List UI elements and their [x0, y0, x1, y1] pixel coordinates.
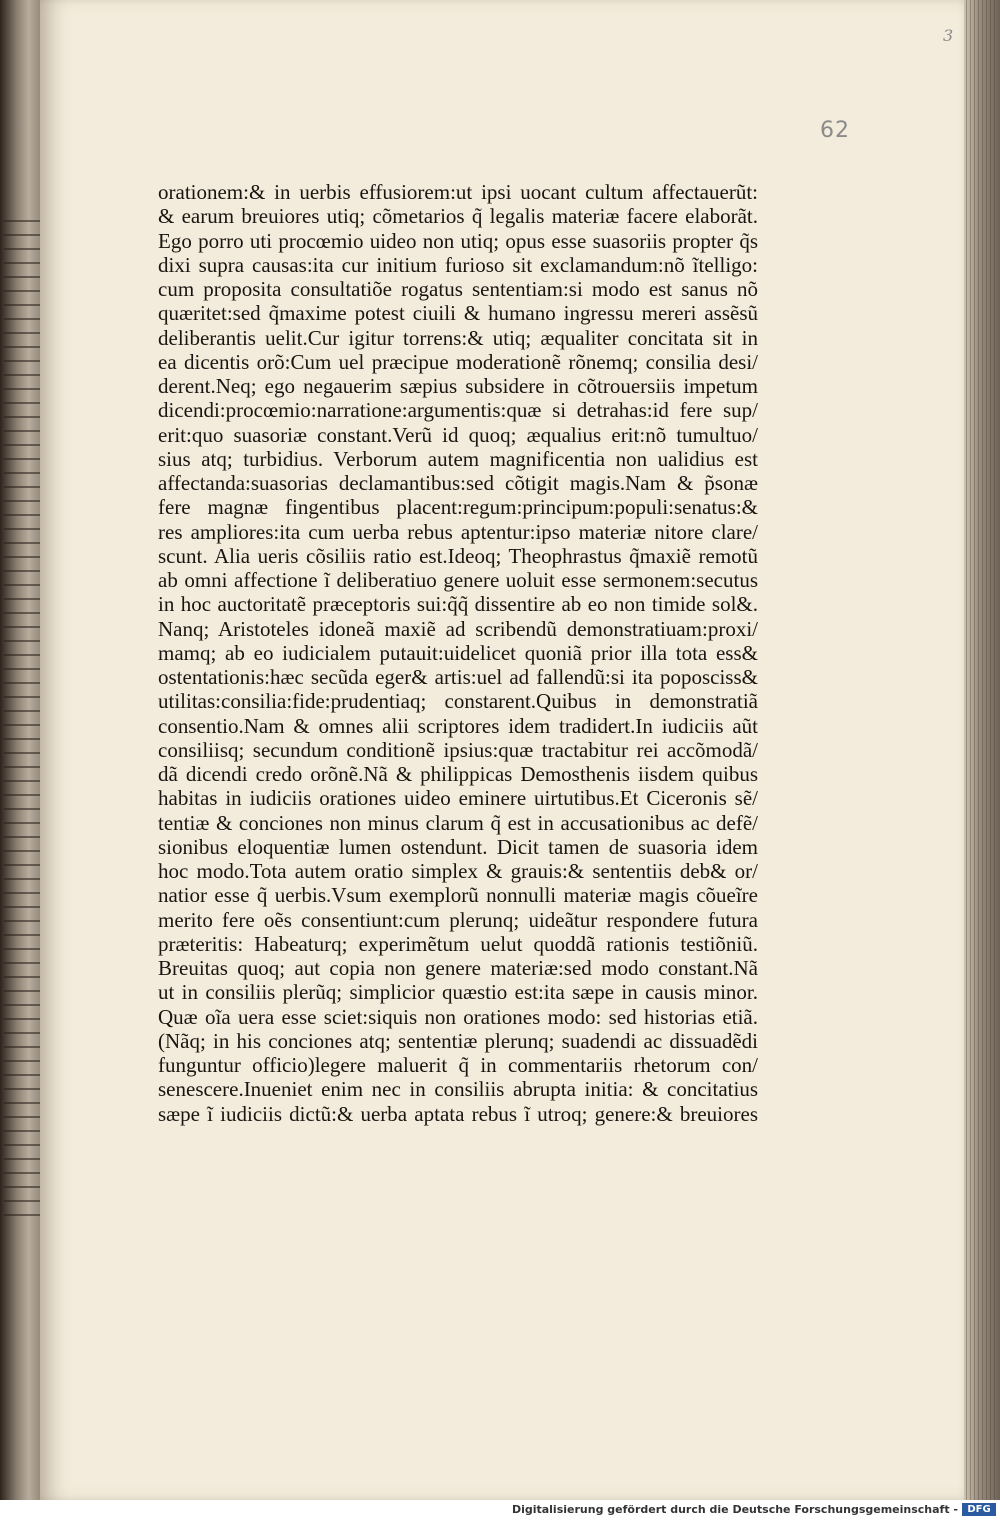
text-line: deliberantis uelit.Cur igitur torrens:& utiq; æqualiter concitata sit in	[158, 325, 758, 350]
text-line: affectanda:suasorias declamantibus:sed cõtigit magis.Nam & p̃sonæ	[158, 471, 758, 495]
page-edges	[966, 0, 996, 1500]
text-line: ut in consiliis plerũq; simplicior quæstio est:ita sæpe in causis minor.	[158, 980, 758, 1005]
text-line: res ampliores:ita cum uerba rebus aptentur:ipso materiæ nitore clare/	[158, 519, 758, 544]
text-line: consiliisq; secundum conditionẽ ipsius:quæ tractabitur rei accõmodã/	[158, 737, 758, 762]
text-line: merito fere oẽs consentiunt:cum plerunq; uideãtur respondere futura	[158, 907, 758, 932]
text-line: dã dicendi credo orõnẽ.Nã & philippicas Demosthenis iisdem quibus	[158, 762, 758, 786]
text-line: quæritet:sed q̃maxime potest ciuili & humano ingressu mereri assẽsũ	[158, 301, 758, 326]
text-line: ab omni affectione ĩ deliberatiuo genere uoluit esse sermonem:secutus	[158, 568, 758, 592]
page-fore-edge	[964, 0, 1000, 1500]
text-line: (Nãq; in his conciones atq; sententiæ plerunq; suadendi ac dissuadẽdi	[158, 1028, 758, 1053]
text-line: in hoc auctoritatẽ præceptoris sui:q̃q̃ dissentire ab eo non timide sol&.	[158, 592, 758, 617]
book-page	[40, 0, 968, 1500]
text-line: mamq; ab eo iudicialem putauit:uidelicet quoniã prior illa tota ess&	[158, 640, 758, 665]
text-line: ostentationis:hæc secũda eger& artis:uel ad fallendũ:si ita poposciss&	[158, 665, 758, 689]
text-line: derent.Neq; ego negauerim sæpius subsidere in cõtrouersiis impetum	[158, 374, 758, 398]
text-line: fere magnæ fingentibus placent:regum:principum:populi:senatus:&	[158, 495, 758, 520]
page-number: 62	[820, 118, 850, 143]
text-line: senescere.Inueniet enim nec in consiliis abrupta initia: & concitatius	[158, 1077, 758, 1102]
text-line: sionibus eloquentiæ lumen ostendunt. Dicit tamen de suasoria idem	[158, 834, 758, 859]
folio-mark: 3	[943, 26, 954, 45]
text-line: Ego porro uti procœmio uideo non utiq; opus esse suasoriis propter q̃s	[158, 228, 758, 253]
text-line: sius atq; turbidius. Verborum autem magnificentia non ualidius est	[158, 446, 758, 471]
footer-bar	[0, 1500, 1000, 1520]
text-line: orationem:& in uerbis effusiorem:ut ipsi uocant cultum affectauerũt:	[158, 180, 758, 204]
text-line: consentio.Nam & omnes alii scriptores idem tradidert.In iudiciis aũt	[158, 713, 758, 738]
text-line: erit:quo suasoriæ constant.Verũ id quoq; æqualius erit:nõ tumultuo/	[158, 422, 758, 447]
text-line: & earum breuiores utiq; cõmetarios q̃ legalis materiæ facere elaborãt.	[158, 204, 758, 229]
text-line: scunt. Alia ueris cõsiliis ratio est.Ideoq; Theophrastus q̃maxiẽ remotũ	[158, 543, 758, 568]
text-line: hoc modo.Tota autem oratio simplex & grauis:& sententiis deb& or/	[158, 859, 758, 883]
dfg-logo-icon: DFG	[962, 1503, 996, 1516]
text-line: cum proposita consultatiõe rogatus sententiam:si modo est sanus nõ	[158, 277, 758, 301]
text-line: dixi supra causas:ita cur initium furioso sit exclamandum:nõ ĩtelligo:	[158, 252, 758, 277]
text-line: funguntur officio)legere maluerit q̃ in commentariis rhetorum con/	[158, 1053, 758, 1077]
text-line: natior esse q̃ uerbis.Vsum exemplorũ nonnulli materiæ magis cõueĩre	[158, 883, 758, 908]
text-line: ea dicentis orõ:Cum uel præcipue moderationẽ rõnemq; consilia desi/	[158, 349, 758, 374]
text-line: tentiæ & conciones non minus clarum q̃ est in accusationibus ac defẽ/	[158, 810, 758, 835]
text-line: Breuitas quoq; aut copia non genere materiæ:sed modo constant.Nã	[158, 956, 758, 980]
body-text	[158, 180, 758, 1126]
text-line: Nanq; Aristoteles idoneã maxiẽ ad scribendũ demonstratiuam:proxi/	[158, 616, 758, 641]
text-line: Quæ oĩa uera esse sciet:siquis non orationes modo: sed historias etiã.	[158, 1004, 758, 1029]
funding-credit: Digitalisierung gefördert durch die Deutsche Forschungsgemeinschaft -	[511, 1503, 958, 1516]
left-page-text-shadow	[4, 220, 40, 1220]
text-line: sæpe ĩ iudiciis dictũ:& uerba aptata rebus ĩ utroq; genere:& breuiores	[158, 1101, 758, 1126]
text-line: habitas in iudiciis orationes uideo eminere uirtutibus.Et Ciceronis sẽ/	[158, 786, 758, 811]
text-line: præteritis: Habeaturq; experimẽtum uelut quoddã rationis testiõniũ.	[158, 931, 758, 956]
text-line: dicendi:procœmio:narratione:argumentis:quæ si detrahas:id fere sup/	[158, 398, 758, 423]
text-line: utilitas:consilia:fide:prudentiaq; constarent.Quibus in demonstratiã	[158, 689, 758, 714]
